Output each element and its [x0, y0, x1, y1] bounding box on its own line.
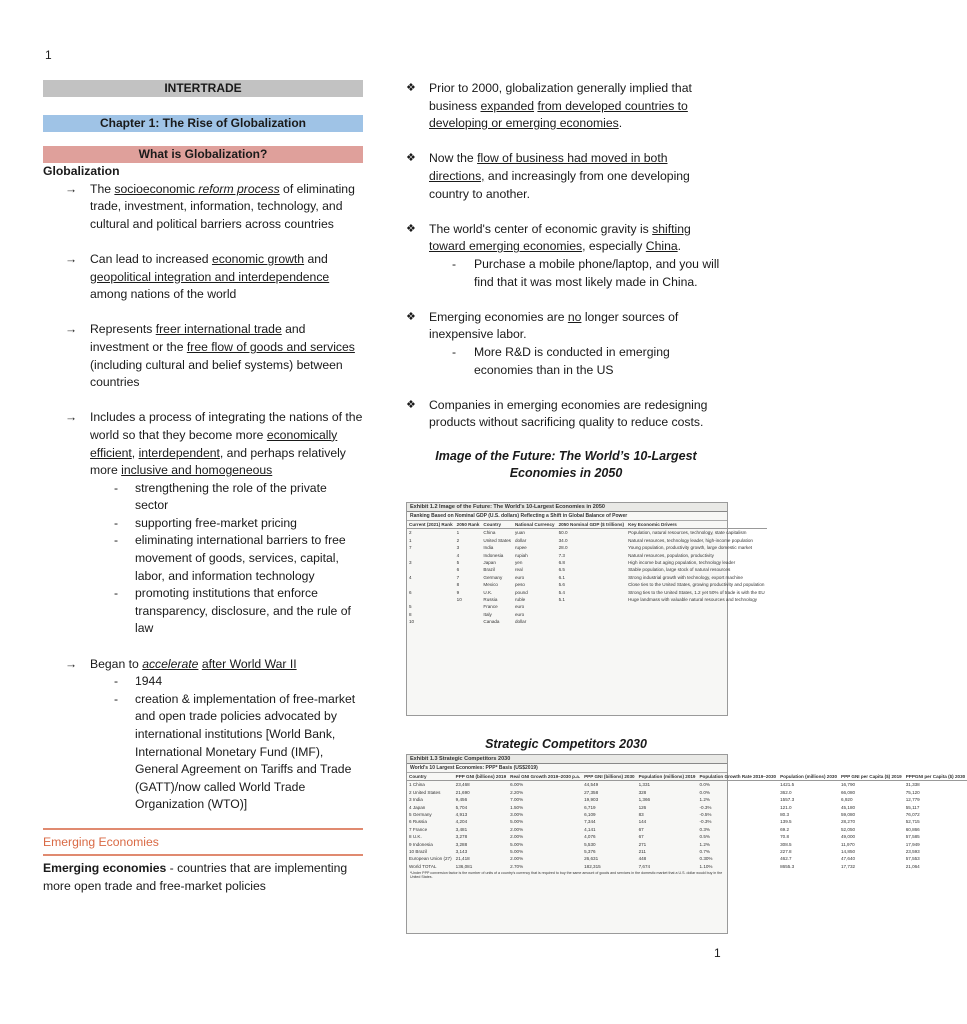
table-cell: 3 India [409, 797, 423, 803]
emerging-economies-heading: Emerging Economies [43, 834, 363, 856]
table-cell: Population, natural resources, technology, state capitalism [628, 530, 747, 536]
table-cell: Germany [483, 574, 503, 580]
table-cell: 10 Brazil [409, 849, 427, 855]
table-cell: 60,866 [905, 826, 920, 832]
table-cell: 21,418 [455, 856, 470, 862]
column-header: PPP GNI (billions) 2019 [455, 774, 507, 779]
exhibit-1-3-image [406, 754, 966, 934]
table-cell: 27,358 [584, 789, 599, 795]
table-cell: 8 [456, 582, 460, 588]
table-cell: 12,779 [905, 797, 920, 803]
table-row [407, 855, 967, 862]
table-cell: dollar [514, 619, 527, 625]
table-cell: 5 [409, 604, 412, 610]
table-cell: European Union (27) [409, 856, 452, 862]
table-cell: 121.0 [780, 804, 792, 810]
table-cell: Canada [483, 619, 500, 625]
table-cell: 271 [638, 841, 647, 847]
diamond-icon: ❖ [406, 310, 416, 323]
diamond-bullet-2: ❖ Now the flow of business had moved in both directions, and increasingly from one developing country to another. [406, 151, 690, 201]
bullet-1: → The socioeconomic reform process of eliminating trade, investment, information, technology, and cultural and political barriers across countries [65, 181, 355, 231]
table-cell: 28.0 [558, 545, 568, 551]
exhibit-1-3-subhead: World's 10 Largest Economies: PPP* Basis (US$2019) [407, 764, 727, 773]
table-cell: 52,715 [905, 819, 920, 825]
table-cell: 70.8 [780, 834, 790, 840]
table-row [407, 559, 767, 566]
table-row [407, 826, 967, 833]
table-row [407, 537, 767, 544]
table-cell: 448 [638, 856, 647, 862]
table-cell: 2 [409, 530, 412, 536]
table-cell: 3,481 [455, 826, 468, 832]
table-cell: 136,081 [455, 863, 473, 869]
table-cell: 1 China [409, 782, 425, 788]
table-cell: 45,180 [841, 804, 856, 810]
table-cell: 6 [409, 589, 412, 595]
diamond-icon: ❖ [406, 82, 416, 94]
table-cell: 80.3 [780, 812, 790, 818]
table-cell: Russia [483, 597, 498, 603]
exhibit-1-2-table [407, 521, 767, 626]
table-cell: 55,117 [905, 804, 920, 810]
table-row [407, 566, 767, 573]
table-cell: 5,704 [455, 804, 468, 810]
exhibit-1-2-image [406, 502, 765, 716]
table-cell: 227.8 [780, 849, 792, 855]
table-cell: 17,732 [841, 863, 856, 869]
column-header: PPP GNI (billions) 2030 [584, 774, 635, 779]
table-row [407, 781, 967, 789]
sub-item: - supporting free-market pricing [114, 515, 297, 530]
table-cell: Strong industrial growth with technology, export machine [628, 574, 743, 580]
emerging-economies-definition: Emerging economies - countries that are implementing more open trade and free-market policies [43, 860, 348, 893]
table-cell: Indonesia [483, 552, 504, 558]
table-cell: 6,719 [584, 804, 596, 810]
diamond-icon: ❖ [406, 152, 416, 165]
table-cell: -0.5% [699, 812, 712, 818]
table-cell: rupee [514, 545, 527, 551]
table-cell: 26,631 [584, 856, 599, 862]
table-cell: 7.3 [558, 552, 565, 558]
table-cell: Strong ties to the United States, 1.2 yet 50% of trade is with the EU [628, 589, 765, 595]
column-header: 2050 Rank [456, 522, 480, 527]
arrow-icon: → [65, 410, 78, 425]
table-cell: 182,315 [584, 863, 601, 869]
table-cell: 0.5% [699, 834, 710, 840]
bullet-4: → Includes a process of integrating the nations of the world so that they become more economically efficient, interdependent, and perhaps relatively more inclusive and homogeneous [65, 410, 363, 478]
table-cell: 4 [456, 552, 460, 558]
sub-item: - promoting institutions that enforce transparency, disclosure, and the rule of law [114, 586, 351, 636]
table-cell: 2.70% [510, 863, 524, 869]
table-cell: High income but aging population, technology leader [628, 560, 736, 566]
table-cell: 7,674 [638, 863, 651, 869]
right-column [406, 80, 726, 482]
table-row [407, 848, 967, 855]
table-cell: 3 [456, 545, 460, 551]
table-cell: euro [514, 611, 525, 617]
table-cell [407, 552, 455, 559]
table-cell: 8 U.K. [409, 834, 422, 840]
table-cell: Japan [483, 560, 496, 566]
table-cell: 19,903 [584, 797, 599, 803]
table-cell: 4,204 [455, 819, 468, 825]
table-cell: 5,530 [584, 841, 596, 847]
page-number-top: 1 [45, 48, 52, 62]
sub-item: - strengthening the role of the private sector [114, 480, 327, 513]
table-row [407, 833, 967, 840]
table-cell: 6,109 [584, 812, 596, 818]
table-cell: 7,344 [584, 819, 596, 825]
table-cell: Close ties to the United States, growing productivity and population [628, 582, 765, 588]
table-cell: 5.00% [510, 841, 524, 847]
table-cell: France [483, 604, 498, 610]
diamond-bullet-5: ❖ Companies in emerging economies are redesigning products without sacrificing quality to reduce costs. [406, 397, 708, 430]
table-cell: 9,456 [455, 797, 468, 803]
table-cell: 23,593 [905, 849, 920, 855]
table-cell [407, 581, 455, 588]
globalization-bullets [43, 181, 363, 480]
table-cell: 4 [409, 574, 412, 580]
column-header: Current (2021) Rank [409, 522, 453, 527]
arrow-icon: → [65, 181, 78, 196]
table-cell: 17,949 [905, 841, 920, 847]
table-cell: 7.00% [510, 797, 524, 803]
table-cell: 0.7% [699, 849, 710, 855]
table-cell: 10 [409, 619, 415, 625]
column-header: PPPGNI per Capita ($) 2030 [905, 774, 966, 779]
table-cell: 7 [409, 545, 412, 551]
table-cell: 3.00% [510, 812, 524, 818]
table-cell: 83 [638, 812, 644, 818]
column-header: Population (millions) 2019 [638, 774, 696, 779]
arrow-icon: → [65, 656, 78, 671]
column-header: Population Growth Rate 2019–2030 [699, 774, 777, 779]
table-row [407, 841, 967, 848]
table-cell: Natural resources, technology leader, high-income population [628, 537, 753, 543]
doc-title: INTERTRADE [43, 80, 363, 97]
table-cell: 59,080 [841, 812, 856, 818]
table-cell: 16,790 [841, 782, 856, 788]
table-cell: 2 United States [409, 789, 441, 795]
table-cell [407, 566, 455, 573]
table-cell: euro [514, 574, 525, 580]
table-cell: ruble [514, 597, 526, 603]
table-cell: 9 Indonesia [409, 841, 433, 847]
table-cell: 139.5 [780, 819, 792, 825]
table-row [407, 818, 967, 825]
table-cell: 6,920 [841, 797, 853, 803]
table-cell: 2.20% [510, 789, 524, 795]
table-cell: 5.00% [510, 849, 524, 855]
table-cell: 0.30% [699, 856, 713, 862]
table-cell: 0.3% [699, 826, 710, 832]
table-cell [626, 603, 767, 610]
table-cell: World TOTAL [409, 863, 437, 869]
table-cell: 2 [456, 537, 460, 543]
diamond-icon: ❖ [406, 398, 416, 411]
table-cell [455, 611, 482, 618]
table-cell [626, 611, 767, 618]
table-row [407, 863, 967, 870]
table-cell: 1,331 [638, 782, 651, 788]
table-cell: 5 [456, 560, 460, 566]
bullet-4-subitems [43, 480, 363, 638]
column-header: Key Economic Drivers [626, 521, 767, 529]
figure-2-title: Strategic Competitors 2030 [485, 737, 647, 751]
table-cell: 1.2% [699, 841, 710, 847]
table-cell [455, 618, 482, 625]
sub-item: - More R&D is conducted in emerging economies than in the US [452, 344, 670, 377]
diamond-bullet-1: ❖ Prior to 2000, globalization generally implied that business expanded from developed countries to developing or emerging economies. [406, 81, 692, 131]
subheading-globalization: Globalization [43, 164, 120, 178]
table-row [407, 552, 767, 559]
table-cell: real [514, 567, 523, 573]
figure-1-title: Image of the Future: The World’s 10-Largest Economies in 2050 [435, 448, 697, 480]
column-header: PPP GNI per Capita ($) 2019 [841, 774, 902, 779]
table-cell: 5.4 [558, 589, 565, 595]
arrow-icon: → [65, 251, 78, 266]
bullet-5-subitems [43, 673, 363, 814]
table-cell: -0.3% [699, 819, 712, 825]
table-cell: 5 Germany [409, 812, 432, 818]
table-cell: 1.2% [699, 797, 710, 803]
table-cell: 4,076 [584, 834, 596, 840]
table-cell: 21,064 [905, 863, 920, 869]
table-cell: 1,366 [638, 797, 651, 803]
table-cell: Italy [483, 611, 492, 617]
table-cell: 328 [638, 789, 647, 795]
table-cell [557, 611, 627, 618]
table-cell: 7 [456, 574, 460, 580]
table-cell: rupiah [514, 552, 528, 558]
section-title: What is Globalization? [43, 146, 363, 163]
table-cell: 6.8 [558, 560, 565, 566]
table-row [407, 529, 767, 537]
table-row [407, 544, 767, 551]
table-cell: 8 [409, 611, 412, 617]
exhibit-1-3-footnote: *Under PPP conversion factor is the number of units of a country's currency that is required to buy the same amount of goods and services in the domestic market that a U.S. dollar would buy in the United States. [410, 871, 723, 880]
bullet-2: → Can lead to increased economic growth and geopolitical integration and interdependence among nations of the world [65, 251, 330, 302]
table-cell: euro [514, 604, 525, 610]
table-cell: 23,468 [455, 782, 470, 788]
table-cell: Natural resources, population, productivity [628, 552, 714, 558]
table-cell: 4,141 [584, 826, 596, 832]
table-cell: 57,553 [905, 856, 920, 862]
table-cell: pound [514, 589, 528, 595]
table-cell: 211 [638, 849, 646, 855]
table-cell: 10 [456, 597, 462, 603]
table-cell: 50.0 [558, 530, 568, 536]
table-cell: United States [483, 537, 511, 543]
table-row [407, 574, 767, 581]
table-cell: 6.00% [510, 782, 524, 788]
column-header: 2050 Nominal GDP ($ trillions) [558, 522, 625, 527]
diamond-icon: ❖ [406, 222, 416, 235]
exhibit-1-2-caption: Exhibit 1.2 Image of the Future: The World's 10-Largest Economies in 2050 [407, 503, 727, 512]
table-cell: 52,050 [841, 826, 856, 832]
column-header: Country [407, 773, 454, 781]
table-cell: 1421.5 [780, 782, 795, 788]
table-cell: India [483, 545, 494, 551]
left-column [43, 80, 363, 895]
table-row [407, 804, 967, 811]
table-cell: 2.00% [510, 826, 524, 832]
table-row [407, 589, 767, 596]
table-row [407, 618, 767, 625]
table-cell: China [483, 530, 496, 536]
table-cell: 1557.3 [780, 797, 795, 803]
table-cell: 28,270 [841, 819, 856, 825]
table-cell: Stable population, large stock of natural resources [628, 567, 731, 573]
table-row [407, 811, 967, 818]
shift-bullets [406, 80, 726, 256]
diamond-bullet-3: ❖ The world's center of economic gravity is shifting toward emerging economies, especially China. [406, 221, 691, 254]
table-cell: 57,585 [905, 834, 920, 840]
table-cell: 69.2 [780, 826, 790, 832]
table-cell: 3,143 [455, 849, 468, 855]
table-cell: 4 Japan [409, 804, 426, 810]
table-cell: 462.7 [780, 856, 792, 862]
table-cell [455, 603, 482, 610]
table-cell [407, 596, 455, 603]
column-header: Country [481, 521, 513, 529]
table-cell: 6 Russia [409, 819, 427, 825]
table-row [407, 596, 767, 603]
table-cell: 4,913 [455, 812, 468, 818]
table-cell: 3,288 [455, 841, 468, 847]
bullet-5: → Began to accelerate after World War II [43, 656, 363, 674]
table-cell: 1.10% [699, 863, 713, 869]
table-cell: 14,850 [841, 849, 856, 855]
diamond-bullet-4: ❖ Emerging economies are no longer sources of inexpensive labor. [406, 309, 679, 342]
table-cell: 34.0 [558, 537, 568, 543]
table-row [407, 789, 967, 796]
table-cell: 144 [638, 819, 647, 825]
table-cell: Brazil [483, 567, 495, 573]
sub-item: - eliminating international barriers to free movement of goods, services, capital, labor, and information technology [114, 533, 346, 583]
table-cell: dollar [514, 537, 527, 543]
table-cell [557, 603, 627, 610]
table-cell: Mexico [483, 582, 498, 588]
table-cell: yen [514, 560, 523, 566]
column-header: National Currency [514, 522, 555, 527]
table-cell: U.K. [483, 589, 493, 595]
table-cell: 6.5 [558, 567, 565, 573]
table-cell: 5.00% [510, 819, 524, 825]
table-row [407, 796, 967, 803]
table-cell: 5.1 [558, 597, 565, 603]
table-cell: 126 [638, 804, 647, 810]
table-cell: 7 France [409, 826, 428, 832]
table-cell: 5.6 [558, 582, 565, 588]
table-cell: 362.0 [780, 789, 792, 795]
table-cell: 2.00% [510, 834, 524, 840]
table-cell: 21,690 [455, 789, 470, 795]
table-cell: 8655.3 [780, 863, 795, 869]
column-header: Real GNI Growth 2019–2030 p.a. [510, 774, 581, 779]
table-cell: 31,338 [905, 782, 920, 788]
sub-item: - 1944 [114, 674, 163, 689]
table-cell: 5,376 [584, 849, 596, 855]
table-cell: 66,080 [841, 789, 856, 795]
table-cell: 3 [409, 560, 412, 566]
table-cell: 1 [409, 537, 412, 543]
table-cell: 0.0% [699, 782, 710, 788]
table-cell: 44,549 [584, 782, 599, 788]
table-row [407, 611, 767, 618]
table-cell: 67 [638, 834, 644, 840]
bullet-3: → Represents freer international trade and investment or the free flow of goods and services (including cultural and belief systems) between countries [65, 322, 355, 390]
table-cell: 9 [456, 589, 460, 595]
table-cell: 308.5 [780, 841, 792, 847]
table-cell: peso [514, 582, 525, 588]
table-cell [557, 618, 627, 625]
column-header: Population (millions) 2030 [780, 774, 837, 779]
table-cell: Young population, productivity growth, large domestic market [628, 545, 753, 551]
table-cell: 75,120 [905, 789, 920, 795]
table-cell: Huge landmass with valuable natural resources and technology [628, 597, 758, 603]
table-cell: 1.50% [510, 804, 524, 810]
table-cell: 6.1 [558, 574, 565, 580]
table-cell: 11,970 [841, 841, 855, 847]
table-cell: 47,640 [841, 856, 856, 862]
table-cell: 0.0% [699, 789, 710, 795]
exhibit-1-3-caption: Exhibit 1.3 Strategic Competitors 2030 [407, 755, 727, 764]
table-cell: 2.00% [510, 856, 524, 862]
sub-item: - Purchase a mobile phone/laptop, and you will find that it was most likely made in China. [452, 256, 720, 289]
exhibit-1-2-subhead: Ranking Based on Nominal GDP (U.S. dollars) Reflecting a Shift in Global Balance of Power [407, 512, 727, 521]
table-cell: 1 [456, 530, 460, 536]
table-cell: 3,278 [455, 834, 468, 840]
table-cell: 49,000 [841, 834, 856, 840]
table-cell: 76,072 [905, 812, 920, 818]
page-number-bottom: 1 [714, 946, 721, 960]
exhibit-1-3-table [407, 773, 967, 870]
chapter-title: Chapter 1: The Rise of Globalization [43, 115, 363, 132]
table-cell: 67 [638, 826, 644, 832]
table-row [407, 603, 767, 610]
table-cell [626, 618, 767, 625]
sub-item: - creation & implementation of free-market and open trade policies advocated by international institutions [World Bank, International Monetary Fund (IMF), General Agreement on Tariffs and Trade (GATT)/now called World Trade Organization (WTO)] [114, 691, 356, 812]
arrow-icon: → [65, 322, 78, 337]
table-row [407, 581, 767, 588]
table-cell: yuan [514, 530, 525, 536]
table-cell: 6 [456, 567, 460, 573]
table-cell: -0.3% [699, 804, 712, 810]
